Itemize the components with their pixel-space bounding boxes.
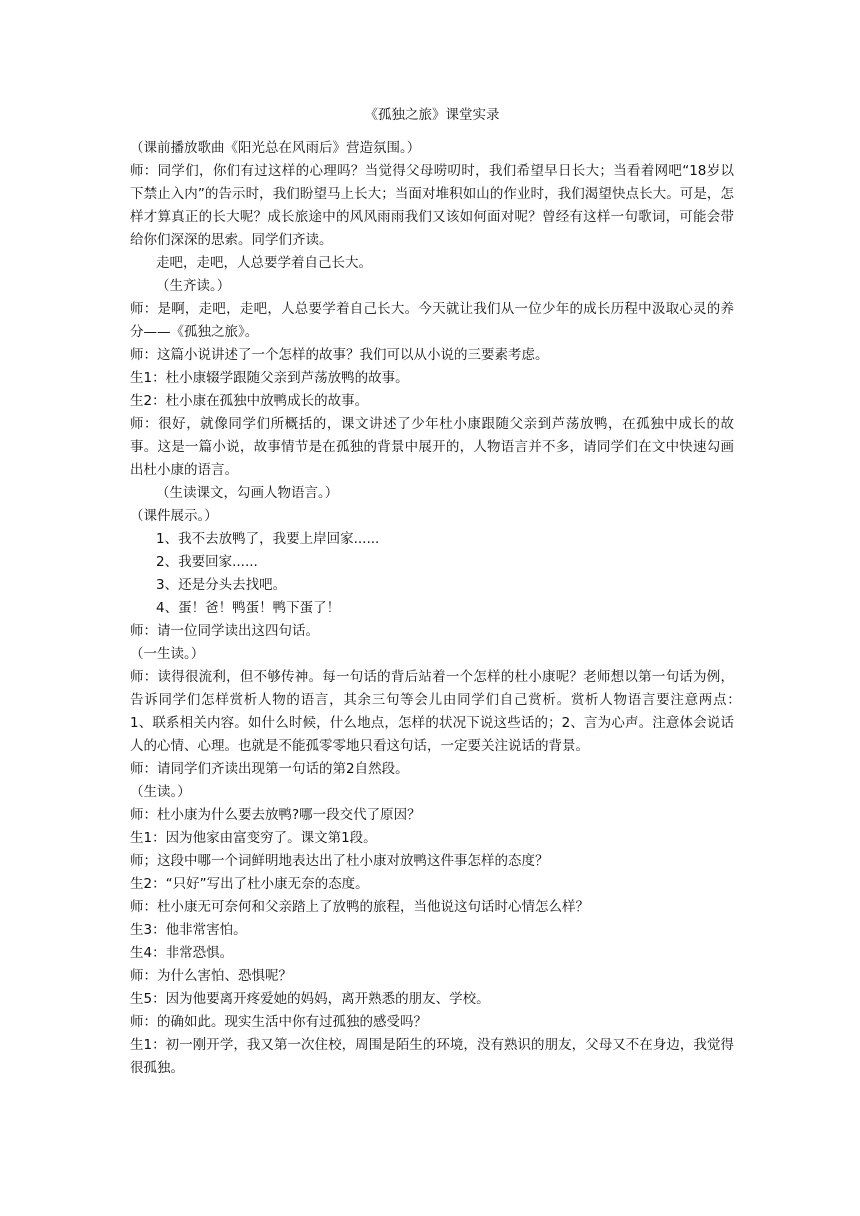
- paragraph: （生齐读。）: [156, 278, 231, 294]
- paragraph: 师：杜小康为什么要去放鸭?哪一段交代了原因？: [130, 807, 421, 823]
- paragraph: 师：是啊，走吧，走吧，人总要学着自己长大。今天就让我们从一位少年的成长历程中汲取心灵的养分——《孤独之旅》。: [130, 301, 734, 340]
- document-title: 《孤独之旅》课堂实录: [364, 107, 500, 123]
- paragraph: 师：读得很流利，但不够传神。每一句话的背后站着一个怎样的杜小康呢？老师想以第一句话为例，告诉同学们怎样赏析人物的语言，其余三句等会儿由同学们自己赏析。赏析人物语言要注意两点： 1、联系相关内容。如什么时候，什么地点，怎样的状况下说这些话的；2、言为心声。注意体会说话人的心情、心理。也就是不能孤零零地只看这句话，一定要关注说话的背景。: [130, 669, 748, 754]
- paragraph: 生3：他非常害怕。: [130, 922, 247, 938]
- paragraph: 1、我不去放鸭了，我要上岸回家......: [156, 531, 380, 547]
- paragraph: 师：杜小康无可奈何和父亲踏上了放鸭的旅程，当他说这句话时心情怎么样？: [130, 899, 589, 915]
- paragraph: 师：为什么害怕、恐惧呢？: [130, 968, 292, 984]
- paragraph: 师：同学们，你们有过这样的心理吗？当觉得父母唠叨时，我们希望早日长大；当看着网吧“18岁以下禁止入内”的告示时，我们盼望马上长大；当面对堆积如山的作业时，我们渴望快点长大。可是，怎样才算真正的长大呢？成长旅途中的风风雨雨我们又该如何面对呢？曾经有这样一句歌词，可能会带给你们深深的思索。同学们齐读。: [130, 163, 734, 248]
- paragraph: 师；这段中哪一个词鲜明地表达出了杜小康对放鸭这件事怎样的态度？: [130, 853, 549, 869]
- paragraph: 生5：因为他要离开疼爱她的妈妈，离开熟悉的朋友、学校。: [130, 991, 490, 1007]
- paragraph: （课前播放歌曲《阳光总在风雨后》营造氛围。）: [130, 140, 421, 156]
- paragraph: （一生读。）: [130, 646, 205, 662]
- paragraph: 生1：杜小康辍学跟随父亲到芦荡放鸭的故事。: [130, 370, 409, 386]
- paragraph: 师：请同学们齐读出现第一句话的第2自然段。: [130, 761, 409, 777]
- paragraph: 师：这篇小说讲述了一个怎样的故事？我们可以从小说的三要素考虑。: [130, 347, 549, 363]
- paragraph: （生读课文，勾画人物语言。）: [156, 485, 339, 501]
- paragraph: 生4：非常恐惧。: [130, 945, 234, 961]
- paragraph: 师：很好，就像同学们所概括的，课文讲述了少年杜小康跟随父亲到芦荡放鸭，在孤独中成长的故事。这是一篇小说，故事情节是在孤独的背景中展开的，人物语言并不多，请同学们在文中快速勾画出杜小康的语言。: [130, 416, 734, 478]
- paragraph: （课件展示。）: [130, 508, 218, 524]
- paragraph: 生2：“只好”写出了杜小康无奈的态度。: [130, 876, 369, 892]
- paragraph: 生2：杜小康在孤独中放鸭成长的故事。: [130, 393, 369, 409]
- paragraph: 师：的确如此。现实生活中你有过孤独的感受吗？: [130, 1014, 427, 1030]
- paragraph: 4、蛋！爸！鸭蛋！鸭下蛋了！: [156, 600, 341, 616]
- paragraph: 生1：初一刚开学，我又第一次住校，周围是陌生的环境，没有熟识的朋友，父母又不在身边，我觉得很孤独。: [130, 1037, 734, 1076]
- paragraph: 3、还是分头去找吧。: [156, 577, 287, 593]
- paragraph: 生1：因为他家由富变穷了。课文第1段。: [130, 830, 377, 846]
- paragraph: 师：请一位同学读出这四句话。: [130, 623, 319, 639]
- paragraph: （生读。）: [130, 784, 191, 800]
- paragraph: 2、我要回家......: [156, 554, 258, 570]
- document-body: [130, 137, 748, 1080]
- document-page: [130, 104, 748, 1080]
- paragraph: 走吧，走吧，人总要学着自己长大。: [156, 255, 372, 271]
